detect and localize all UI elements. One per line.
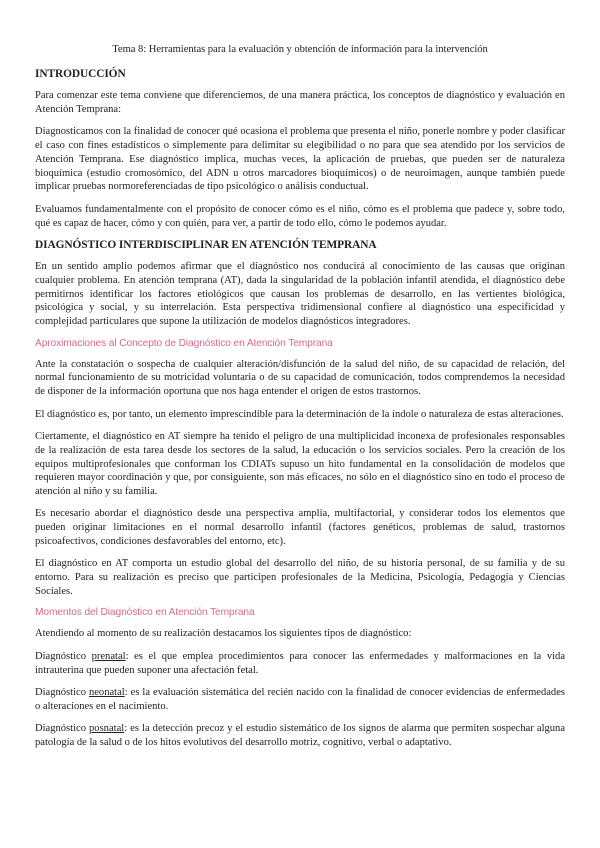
subsection-title-momentos: Momentos del Diagnóstico en Atención Temprana bbox=[35, 607, 255, 619]
subsection-title-aproximaciones: Aproximaciones al Concepto de Diagnóstico en Atención Temprana bbox=[35, 337, 333, 349]
list-item-posnatal bbox=[35, 722, 565, 750]
paragraph: Atendiendo al momento de su realización destacamos los siguientes tipos de diagnóstico: bbox=[35, 628, 412, 640]
item-lead: Diagnóstico bbox=[35, 687, 89, 699]
item-text: : es la detección precoz y el estudio sistemático de los signos de alarma que permiten sospechar alguna patología de la salud o de los hitos evolutivos del desarrollo motriz, cognitivo, verbal o adaptativo. bbox=[35, 723, 565, 749]
paragraph: Ciertamente, el diagnóstico en AT siempre ha tenido el peligro de una multiplicidad inconexa de profesionales responsables de la realización de esta tarea desde los sectores de la salud, la educación o los servicios sociales. Pero la creación de los equipos multiprofesionales que conforman los CDIATs supuso un hito fundamental en la consolidación de modelos que requieren mayor coordinación y que, por consiguiente, son más eficaces, no sólo en el diagnóstico sino en todo el proceso de atención al niño y su familia. bbox=[35, 430, 565, 498]
list-item-neonatal bbox=[35, 686, 565, 714]
paragraph: Es necesario abordar el diagnóstico desde una perspectiva amplia, multifactorial, y considerar todos los elementos que pueden originar limitaciones en el normal desarrollo infantil (factores genéticos, problemas de salud, trastornos psicoafectivos, condiciones desfavorables del entorno, etc). bbox=[35, 508, 565, 548]
section-title-introduccion: INTRODUCCIÓN bbox=[35, 68, 126, 80]
item-term: neonatal bbox=[88, 687, 125, 699]
paragraph: El diagnóstico en AT comporta un estudio global del desarrollo del niño, de su historia personal, de su familia y de su entorno. Para su realización es preciso que participen profesionales de la Medicina, Psicología, Pedagogía y Ciencias Sociales. bbox=[35, 558, 565, 598]
paragraph: En un sentido amplio podemos afirmar que el diagnóstico nos conducirá al conocimiento de las causas que originan cualquier problema. En atención temprana (AT), dada la singularidad de la población infantil atendida, el diagnóstico debe permitirnos identificar los factores etiológicos que causan los problemas de desarrollo, en las vertientes biológica, psicológica y social, y su interrelación. Esta perspectiva tridimensional confiere al diagnóstico una especificidad y complejidad particulares que supone la utilización de modelos diagnósticos integradores. bbox=[35, 260, 565, 328]
item-term: posnatal bbox=[89, 723, 125, 735]
item-lead: Diagnóstico bbox=[35, 650, 92, 662]
paragraph: Para comenzar este tema conviene que diferenciemos, de una manera práctica, los conceptos de diagnóstico y evaluación en Atención Temprana: bbox=[35, 90, 565, 115]
paragraph: Ante la constatación o sospecha de cualquier alteración/disfunción de la salud del niño, de su capacidad de relación, del normal funcionamiento de su motricidad voluntaria o de su capacidad de comunicación, todos comprendemos la necesidad de disponer de la información oportuna que nos haga entender el origen de estos trastornos. bbox=[35, 358, 565, 398]
list-item-prenatal bbox=[35, 650, 565, 678]
item-text: : es la evaluación sistemática del recién nacido con la finalidad de conocer evidencias de enfermedades o alteraciones en el nacimiento. bbox=[35, 687, 565, 712]
paragraph: El diagnóstico es, por tanto, un elemento imprescindible para la determinación de la índole o naturaleza de estas alteraciones. bbox=[35, 408, 564, 420]
page-header: Tema 8: Herramientas para la evaluación y obtención de información para la intervención bbox=[112, 44, 488, 55]
item-term: prenatal bbox=[91, 650, 126, 662]
paragraph: Diagnosticamos con la finalidad de conocer qué ocasiona el problema que presenta el niño, ponerle nombre y poder clasificar el caso con fines estadísticos o simplemente para delimitar su elegibilidad o no para que sea atendido por los servicios de Atención Temprana. Ese diagnóstico implica, muchas veces, la aplicación de pruebas, que pueden ser de naturaleza bioquímica (estudio cromosómico, del ADN u otros marcadores bioquímicos) o de neuroimagen, aunque también puede implicar pruebas normoreferenciadas de tipo psicológico o análisis conductual. bbox=[35, 126, 565, 193]
paragraph: Evaluamos fundamentalmente con el propósito de conocer cómo es el niño, cómo es el problema que padece y, sobre todo, qué es capaz de hacer, cómo y con quién, para ver, a partir de todo ello, cómo le podemos ayudar. bbox=[35, 203, 565, 229]
item-lead: Diagnóstico bbox=[35, 723, 90, 735]
item-text: : es el que emplea procedimientos para conocer las enfermedades y malformaciones en la vida intrauterina que pueden suponer una afectación fetal. bbox=[35, 650, 565, 676]
section-title-diagnostico-interdisciplinar: DIAGNÓSTICO INTERDISCIPLINAR EN ATENCIÓN TEMPRANA bbox=[35, 238, 377, 251]
